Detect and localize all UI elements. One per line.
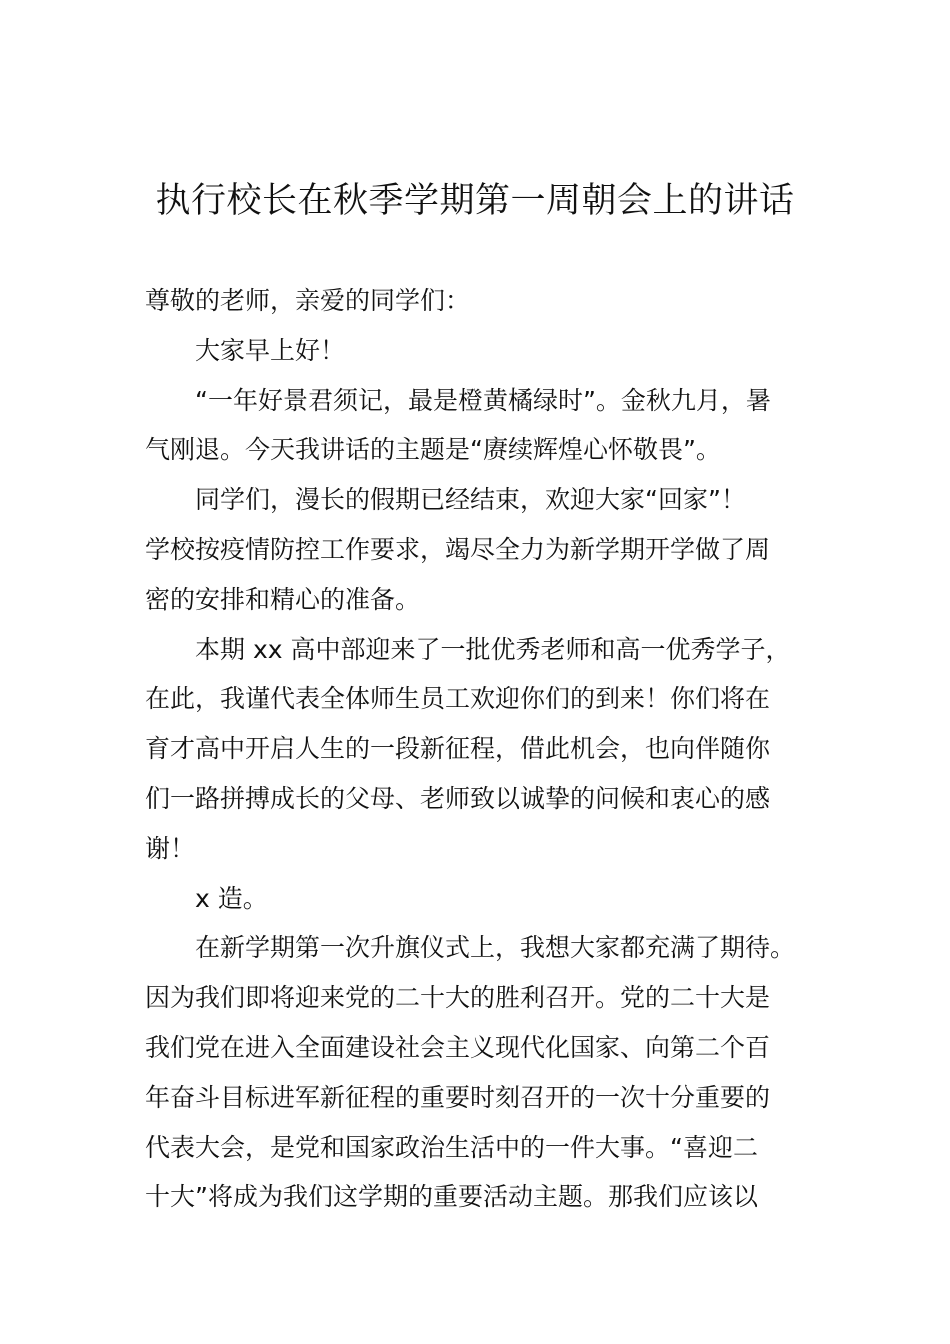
text-line: 本期 xx 高中部迎来了一批优秀老师和高一优秀学子，: [195, 634, 791, 664]
text-line: 在此，我谨代表全体师生员工欢迎你们的到来！你们将在: [145, 684, 771, 714]
document-body: [145, 276, 825, 1222]
text-line: 大家早上好！: [195, 335, 346, 365]
text-line: 我们党在进入全面建设社会主义现代化国家、向第二个百: [145, 1032, 771, 1062]
text-line: 们一路拼搏成长的父母、老师致以诚挚的问候和衷心的感: [145, 783, 771, 813]
text-line: “一年好景君须记，最是橙黄橘绿时”。金秋九月，暑: [195, 385, 771, 415]
text-line: 密的安排和精心的准备。: [145, 584, 421, 614]
text-line: 年奋斗目标进军新征程的重要时刻召开的一次十分重要的: [145, 1082, 771, 1112]
text-line: 学校按疫情防控工作要求，竭尽全力为新学期开学做了周: [145, 534, 771, 564]
text-line: 在新学期第一次升旗仪式上，我想大家都充满了期待。: [195, 933, 796, 963]
text-line: 气刚退。今天我讲话的主题是“赓续辉煌心怀敬畏”。: [145, 435, 721, 465]
text-line: x 造。: [195, 883, 268, 913]
text-line: 同学们，漫长的假期已经结束，欢迎大家“回家”！: [195, 485, 746, 515]
text-line: 尊敬的老师，亲爱的同学们：: [145, 286, 471, 315]
document-title: 执行校长在秋季学期第一周朝会上的讲话: [155, 181, 795, 221]
text-line: 代表大会，是党和国家政治生活中的一件大事。“喜迎二: [145, 1132, 758, 1162]
text-line: 育才高中开启人生的一段新征程，借此机会，也向伴随你: [145, 734, 771, 764]
text-line: 因为我们即将迎来党的二十大的胜利召开。党的二十大是: [145, 983, 771, 1013]
text-line: 谢！: [145, 833, 196, 863]
text-line: 十大”将成为我们这学期的重要活动主题。那我们应该以: [145, 1182, 758, 1212]
